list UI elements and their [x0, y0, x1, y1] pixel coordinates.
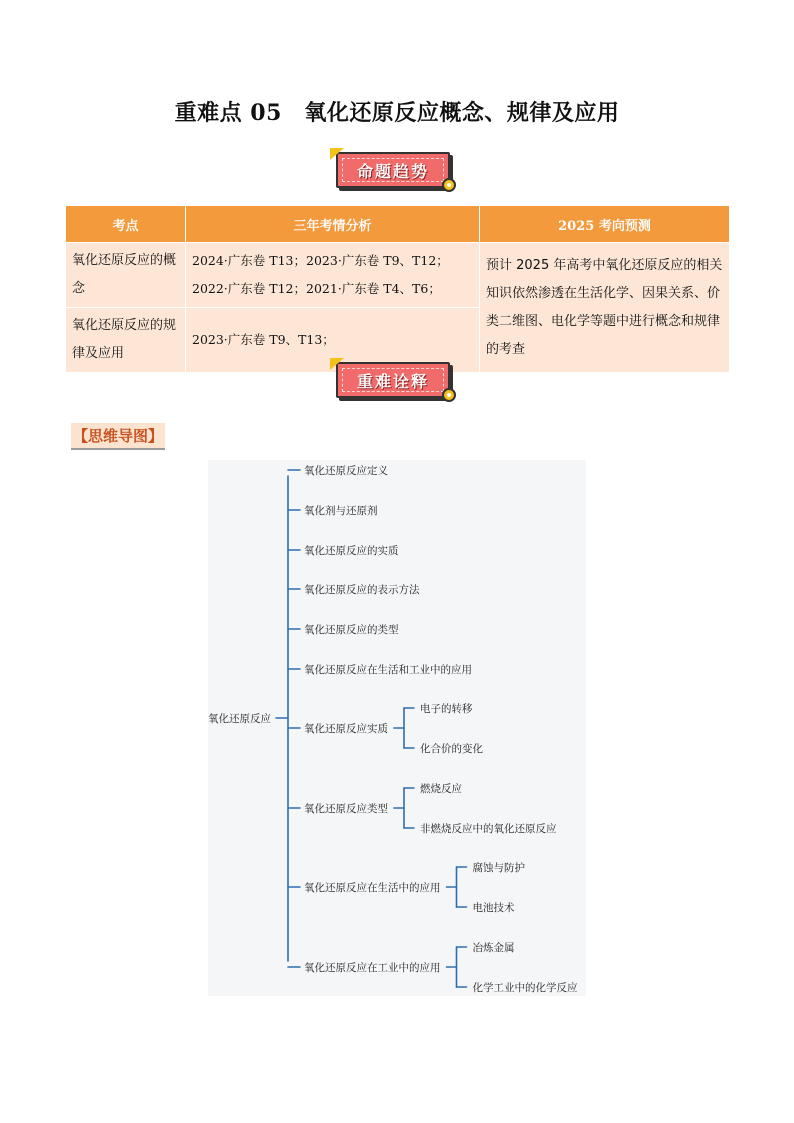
mind-map-branch: 氧化还原反应的实质: [304, 545, 399, 557]
ring-icon: [442, 178, 456, 192]
mind-map-branch: 氧化还原反应定义: [304, 465, 388, 477]
explain-badge: [330, 358, 452, 398]
mind-map-connectors: [208, 460, 586, 996]
mind-map-branch: 氧化还原反应的表示方法: [304, 584, 420, 596]
trend-badge: [330, 148, 452, 188]
flag-icon: [330, 148, 344, 160]
mind-map-leaf: 电子的转移: [420, 703, 473, 715]
mind-map-leaf: 腐蚀与防护: [472, 862, 525, 874]
header-prediction: 2025 考向预测: [480, 206, 730, 243]
mind-map-branch: 氧化还原反应在生活中的应用: [304, 882, 441, 894]
ring-icon: [442, 388, 456, 402]
mind-map-leaf: 化学工业中的化学反应: [472, 982, 578, 994]
table-row: [66, 243, 730, 308]
trend-badge-label: 命题趋势: [356, 161, 429, 181]
section-label-mindmap: 【思维导图】: [71, 423, 165, 450]
header-point: 考点: [66, 206, 186, 243]
page-title: 重难点 05 氧化还原反应概念、规律及应用: [174, 100, 620, 126]
mind-map-leaf: 冶炼金属: [472, 942, 515, 954]
mind-map-leaf: 电池技术: [472, 902, 515, 914]
cell-point: 氧化还原反应的规律及应用: [66, 308, 186, 373]
mind-map-branch: 氧化还原反应在生活和工业中的应用: [304, 664, 472, 676]
cell-analysis: 2023·广东卷 T9、T13；: [186, 308, 480, 373]
cell-analysis: 2024·广东卷 T13；2023·广东卷 T9、T12；2022·广东卷 T12；2021·广东卷 T4、T6；: [186, 243, 480, 308]
mind-map-branch: 氧化剂与还原剂: [304, 505, 378, 517]
cell-prediction: 预计 2025 年高考中氧化还原反应的相关知识依然渗透在生活化学、因果关系、价类二维图、电化学等题中进行概念和规律的考查: [480, 243, 730, 373]
mind-map-root: 氧化还原反应: [208, 713, 271, 725]
mind-map-branch: 氧化还原反应实质: [304, 723, 388, 735]
mind-map-leaf: 非燃烧反应中的氧化还原反应: [420, 823, 557, 835]
trend-table: [65, 205, 730, 373]
mind-map: [208, 460, 586, 996]
header-analysis: 三年考情分析: [186, 206, 480, 243]
flag-icon: [330, 358, 344, 370]
cell-point: 氧化还原反应的概念: [66, 243, 186, 308]
explain-badge-label: 重难诠释: [356, 371, 429, 391]
mind-map-branch: 氧化还原反应类型: [304, 803, 388, 815]
mind-map-leaf: 化合价的变化: [420, 743, 483, 755]
mind-map-branch: 氧化还原反应在工业中的应用: [304, 962, 441, 974]
mind-map-leaf: 燃烧反应: [420, 783, 462, 795]
mind-map-branch: 氧化还原反应的类型: [304, 624, 399, 636]
